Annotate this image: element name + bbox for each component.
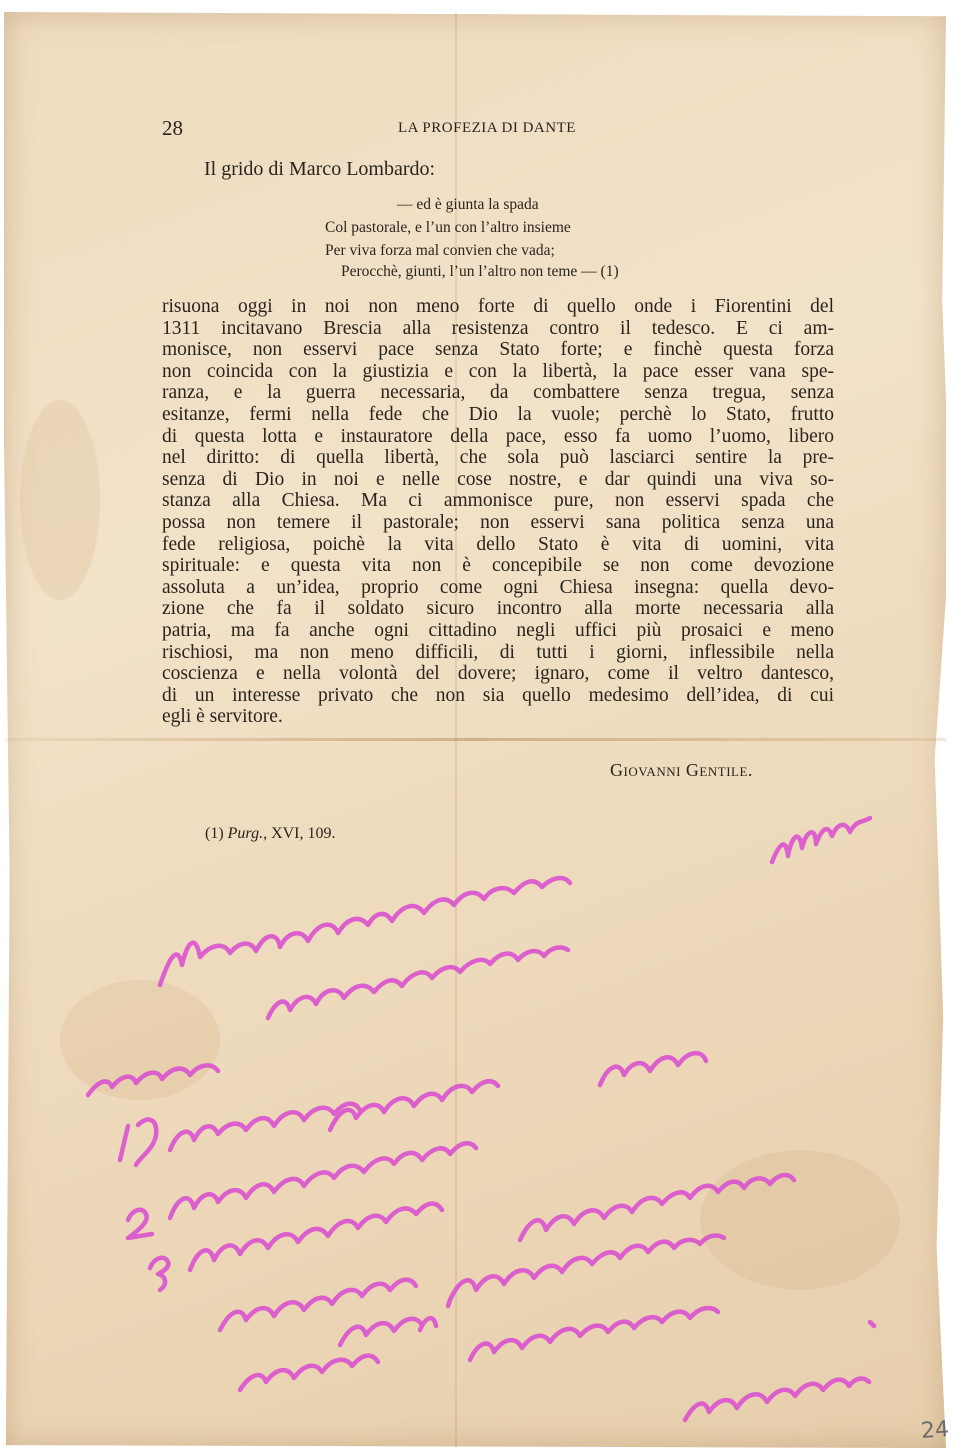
footnote-work: Purg. [227,825,264,842]
body-line: zione che fa il soldato sicuro incontro alla morte necessaria alla [162,598,834,620]
verse-line: Per viva forza mal convien che vada; [325,242,555,259]
paper-stain [60,980,220,1100]
body-line: egli è servitore. [162,706,283,728]
verse-line: — ed è giunta la spada [397,196,539,213]
verse-line: Col pastorale, e l’un con l’altro insieme [325,219,571,236]
body-line: senza di Dio in noi e nelle cose nostre, e dar quindi una viva so- [162,468,834,490]
author-signature [610,760,753,781]
paper-stain [20,400,100,600]
paper-stain [700,1150,900,1290]
footnote-marker: (1) [205,825,228,842]
body-line: fede religiosa, poichè la vita dello Stato è vita di uomini, vita [162,533,834,555]
page-number: 28 [162,116,183,140]
body-line: risuona oggi in noi non meno forte di quello onde i Fiorentini del [162,296,834,317]
body-line: assoluta a un’idea, proprio come ogni Chiesa insegna: quella devo- [162,576,834,598]
body-line: esitanze, fermi nella fede che Dio la vuole; perchè lo Stato, frutto [162,403,834,425]
body-line: rischiosi, ma non meno difficili, di tutti i giorni, inflessibile nella [162,641,834,663]
intro-line: Il grido di Marco Lombardo: [204,158,436,180]
verse-line: Perocchè, giunti, l’un l’altro non teme — (1) [341,263,619,280]
body-line: patria, ma fa anche ogni cittadino negli uffici più prosaici e meno [162,619,834,641]
footnote [205,825,336,843]
horizontal-fold-crease [4,738,946,741]
body-line: ranza, e la guerra necessaria, da combattere senza tregua, senza [162,382,834,404]
body-line: stanza alla Chiesa. Ma ci ammonisce pure, non esservi spada che [162,490,834,512]
footnote-reference: , XVI, 109. [263,825,336,842]
body-line: 1311 incitavano Brescia alla resistenza contro il tedesco. E ci am- [162,317,834,339]
body-line: coscienza e nella volontà del dovere; ignaro, come il veltro dantesco, [162,663,834,685]
body-paragraph [162,296,834,728]
body-line: non coincida con la giustizia e con la libertà, la pace esser vana spe- [162,360,834,382]
body-line: di questa lotta e instauratore della pace, esso fa uomo l’uomo, libero [162,425,834,447]
body-line: di un interesse privato che non sia quello medesimo dell’idea, di cui [162,684,834,706]
body-line: nel diritto: di quella libertà, che sola può lasciarci sentire la pre- [162,447,834,469]
archive-number: 24 [920,1417,950,1444]
body-line: possa non temere il pastorale; non esservi sana politica senza una [162,511,834,533]
body-line: monisce, non esservi pace senza Stato forte; e finchè questa forza [162,339,834,361]
body-line: spirituale: e questa vita non è concepibile se non come devozione [162,555,834,577]
author-name: Giovanni Gentile. [610,760,753,780]
running-title: LA PROFEZIA DI DANTE [398,120,576,136]
